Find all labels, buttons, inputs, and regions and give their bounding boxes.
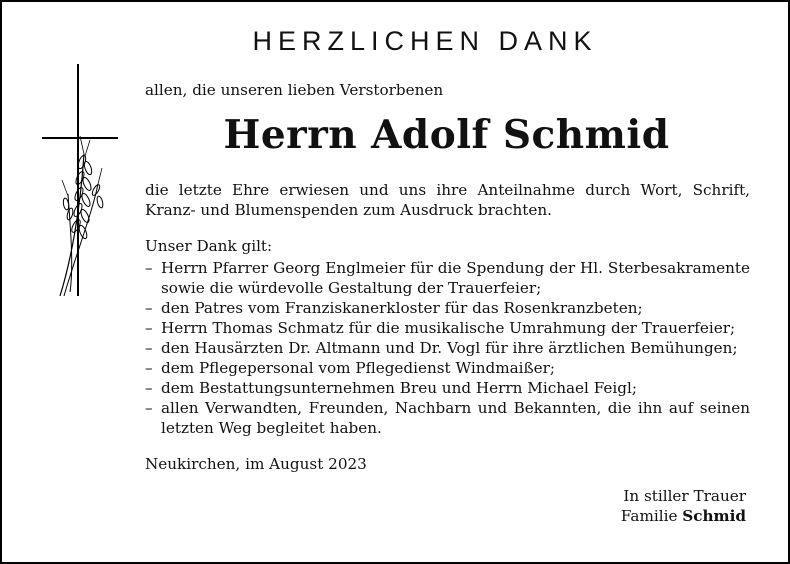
cross-with-wheat-icon	[40, 64, 120, 304]
thanks-list	[145, 258, 750, 438]
signature	[621, 486, 746, 526]
acknowledgement-text: die letzte Ehre erwiesen und uns ihre Anteilnahme durch Wort, Schrift, Kranz- und Blumenspenden zum Ausdruck brachten.	[145, 181, 750, 219]
closing-line: In stiller Trauer	[623, 487, 746, 505]
list-item: – Herrn Pfarrer Georg Englmeier für die Spendung der Hl. Sterbesakramente sowie die würdevolle Gestaltung der Trauerfeier;	[145, 259, 750, 297]
family-name: Schmid	[682, 507, 746, 525]
list-item: – allen Verwandten, Freunden, Nachbarn und Bekannten, die ihn auf seinen letzten Weg begleitet haben.	[145, 399, 750, 437]
list-item: – dem Bestattungsunternehmen Breu und Herrn Michael Feigl;	[145, 379, 637, 397]
list-item: – den Hausärzten Dr. Altmann und Dr. Vogl für ihre ärztlichen Bemühungen;	[145, 339, 738, 357]
family-line	[621, 506, 746, 526]
family-prefix: Familie	[620, 507, 678, 525]
thanks-label: Unser Dank gilt:	[145, 237, 273, 255]
list-item: – dem Pflegepersonal vom Pflegedienst Windmaißer;	[145, 359, 556, 377]
list-item: – den Patres vom Franziskanerkloster für das Rosenkranzbeten;	[145, 299, 643, 317]
intro-text: allen, die unseren lieben Verstorbenen	[145, 81, 444, 99]
place-date: Neukirchen, im August 2023	[145, 455, 367, 473]
deceased-name: Herrn Adolf Schmid	[223, 112, 670, 158]
heading: HERZLICHEN DANK	[252, 26, 598, 56]
list-item: – Herrn Thomas Schmatz für die musikalische Umrahmung der Trauerfeier;	[145, 319, 736, 337]
